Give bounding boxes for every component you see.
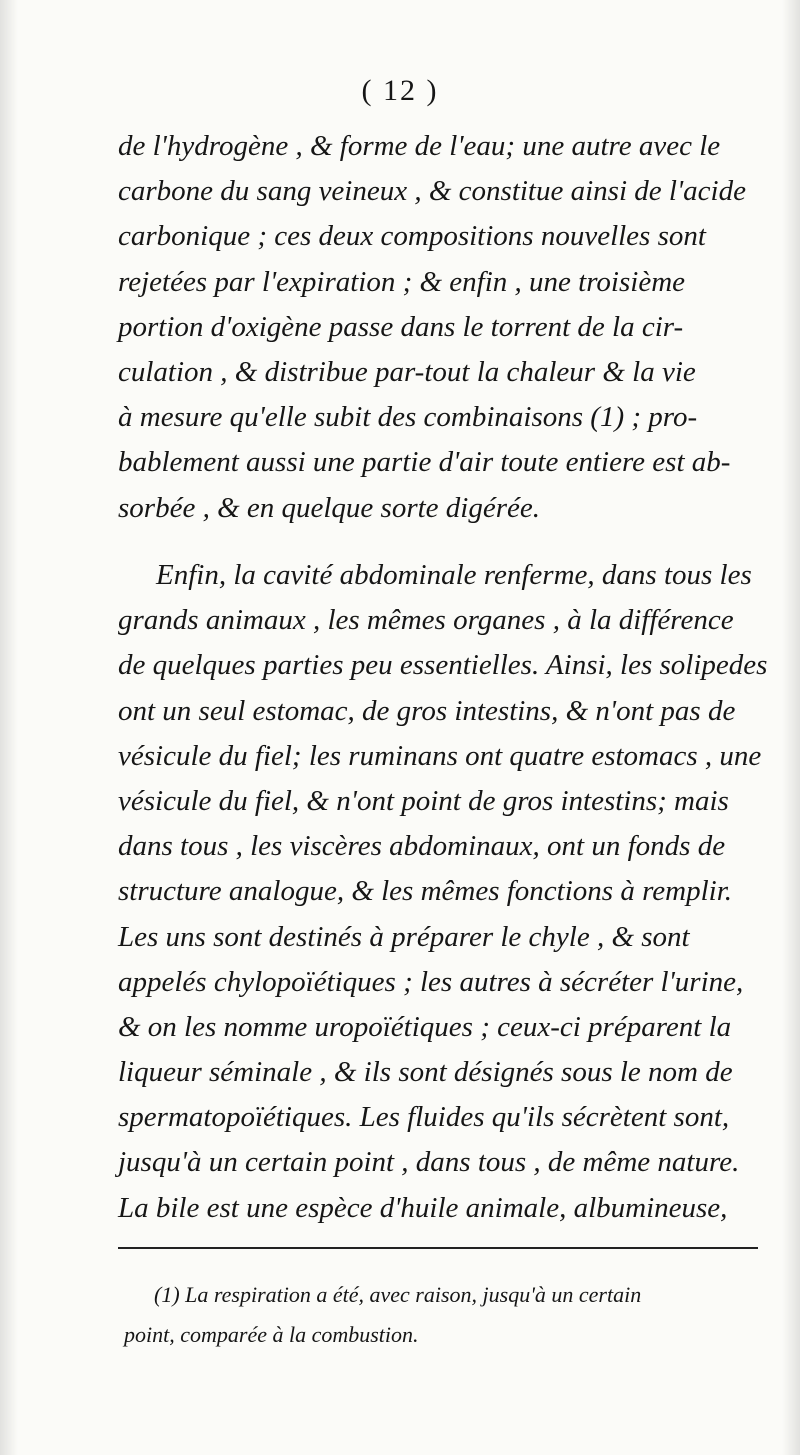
page-shadow-right (782, 0, 800, 1455)
text-line: de quelques parties peu essentielles. Ainsi, les solipedes (118, 649, 768, 682)
text-line: sorbée , & en quelque sorte digérée. (118, 491, 541, 524)
text-line: Les uns sont destinés à préparer le chyle , & sont (118, 920, 690, 953)
paragraph-1 (118, 124, 746, 531)
text-line: bablement aussi une partie d'air toute entiere est ab- (118, 446, 731, 479)
text-line: carbonique ; ces deux compositions nouvelles sont (118, 220, 706, 253)
footnote-line: (1) La respiration a été, avec raison, jusqu'à un certain (154, 1282, 642, 1307)
text-line: structure analogue, & les mêmes fonctions à remplir. (118, 875, 733, 908)
text-line: appelés chylopoïétiques ; les autres à sécréter l'urine, (118, 965, 744, 998)
text-line: culation , & distribue par-tout la chaleur & la vie (118, 355, 696, 388)
text-line: liqueur séminale , & ils sont désignés sous le nom de (118, 1056, 733, 1089)
paragraph-2 (118, 553, 767, 1231)
text-line: vésicule du fiel; les ruminans ont quatre estomacs , une (118, 739, 762, 772)
footnote (124, 1275, 641, 1355)
text-line: jusqu'à un certain point , dans tous , de même nature. (118, 1146, 740, 1179)
footnote-line: point, comparée à la combustion. (124, 1322, 419, 1347)
text-line: dans tous , les viscères abdominaux, ont un fonds de (118, 830, 726, 863)
text-line: & on les nomme uropoïétiques ; ceux-ci préparent la (118, 1010, 732, 1043)
text-line: de l'hydrogène , & forme de l'eau; une autre avec le (118, 130, 721, 162)
text-line: portion d'oxigène passe dans le torrent de la cir- (118, 310, 684, 343)
text-line: ont un seul estomac, de gros intestins, & n'ont pas de (118, 694, 736, 727)
text-line: Enfin, la cavité abdominale renferme, dans tous les (156, 559, 752, 591)
page-number: ( 12 ) (361, 74, 439, 107)
text-line: rejetées par l'expiration ; & enfin , une troisième (118, 265, 686, 298)
page-shadow-left (0, 0, 18, 1455)
text-line: La bile est une espèce d'huile animale, albumineuse, (118, 1191, 728, 1224)
footnote-divider (118, 1247, 758, 1249)
text-line: à mesure qu'elle subit des combinaisons (1) ; pro- (118, 401, 698, 434)
text-line: spermatopoïétiques. Les fluides qu'ils sécrètent sont, (118, 1101, 730, 1134)
text-line: carbone du sang veineux , & constitue ainsi de l'acide (118, 175, 746, 208)
text-line: vésicule du fiel, & n'ont point de gros intestins; mais (118, 784, 729, 817)
text-line: grands animaux , les mêmes organes , à la différence (118, 604, 734, 637)
